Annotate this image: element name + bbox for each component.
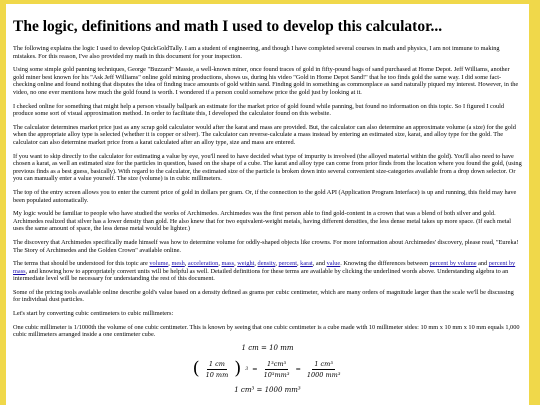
link-value[interactable]: value xyxy=(326,260,341,268)
paragraph-calculator-features: The calculator determines market price just as any scrap gold calculator would after the karat and mass are provided. But, the calculator can also determine an approximate volume (a size) for the gold when the appropriate alloy type is selected (whether it is copper or silver). The calculator can reverse-calculate a mass instead by entering an estimated size, karat, and alloy type for the gold. The calculator can also determine market price from a karat calculated after an alloy type, size and mass are entered. xyxy=(13,123,516,146)
equation-cm-to-mm: 1 cm = 10 mm xyxy=(241,343,294,352)
equation-cube-conversion: ( $\frac{1 cm}{10 mm}$ ) 3 = $\frac{\text{1³cm³}}{\text{10³mm³}}$ = $\frac{\text{1 cm³}}{\text{1000 mm³}}$ xyxy=(192,358,341,380)
link-mass[interactable]: mass xyxy=(221,260,235,268)
link-karat[interactable]: karat xyxy=(300,260,313,268)
paragraph-pricing-tools: Some of the pricing tools available online describe gold's value based on a density defined as grams per cubic centimeter, which are many orders of magnitude larger than the scale we'll be discussing for individual dust particles. xyxy=(13,288,514,304)
paragraph-cubic-millimeter: One cubic millimeter is 1/1000th the volume of one cubic centimeter. This is known by seeing that one cubic centimeter is a cube made with 10 millimeter sides: 10 mm x 10 mm x 10 mm equals 1,000 cubic millimeters arranged inside a one centimeter cube. xyxy=(13,323,520,339)
document-page xyxy=(6,4,529,405)
paragraph-background: Using some simple gold panning techniques, George "Buzzard" Massie, a well-known miner, once found traces of gold in fifty-pound bags of sand purchased at Home Depot. Jeff Williams, another gold miner best known for his "Ask Jeff Williams" online gold mining productions, shows us, during his video "Gold in Home Depot Sand!" that he too finds gold the same way. I did some fact-checking online and found nothing that disputes the idea of finding trace amounts of gold within sand. Finding gold in something as commonplace as sand naturally piqued my interest. However, in the video, no one ever mentions how much the gold found is worth. I wondered if a person could somehow price the gold just by looking at it. xyxy=(13,66,519,97)
paragraph-intro: The following explains the logic I used to develop QuickGoldTally. I am a student of engineering, and though I have completed several courses in math and physics, I am not immune to making mistakes. For this reason, I've also provided my math in this document for your inspection. xyxy=(13,45,500,60)
paragraph-archimedes-discovery: The discovery that Archimedes specifically made himself was how to determine volume for oddly-shaped objects like crowns. For more information about Archimedes' discovery, please read, "Eureka! The Story of Archimedes and the Golden Crown" available online. xyxy=(13,238,519,254)
link-density[interactable]: density xyxy=(257,260,276,268)
paragraph-archimedes: My logic would be familiar to people who have studied the works of Archimedes. Archimedes was the first person able to find gold-content in a crown that was a blend of both silver and gold. Archimedes realized that silver has a lower density than gold. He also knew that for two equivalent-weight metals, having different densities, the less dense metal takes up more space. (If each metal uses the same amount of space, the less dense metal would be lighter.) xyxy=(13,210,512,233)
link-percent-by-volume[interactable]: percent by volume xyxy=(429,260,477,268)
link-acceleration[interactable]: acceleration xyxy=(187,260,219,268)
link-mesh[interactable]: mesh xyxy=(171,260,185,268)
link-percent-by-mass[interactable]: percent by mass xyxy=(13,260,516,275)
link-weight[interactable]: weight xyxy=(237,260,255,268)
paragraph-motivation: I checked online for something that might help a person visually ballpark an estimate for the market price of gold found while panning, but found no information on this topic. So I figured I could produce some sort of visual approximation method. In order to facilitate this, I developed the calculator found on this website. xyxy=(13,102,505,118)
link-volume[interactable]: volume xyxy=(149,260,169,268)
page-title: The logic, definitions and math I used to develop this calculator... xyxy=(13,18,443,35)
equation-cubic-result: 1 cm³ = 1000 mm³ xyxy=(234,385,301,394)
paragraph-gold-price: The top of the entry screen allows you to enter the current price of gold in dollars per gram. Or, if the connection to the gold API (Application Program Interface) is up and running, this field may have been populated automatically. xyxy=(13,188,517,204)
paragraph-conversion-intro: Let's start by converting cubic centimeters to cubic millimeters: xyxy=(13,310,174,318)
link-percent[interactable]: percent xyxy=(278,260,298,268)
paragraph-terms: The terms that should be understood for this topic are volume, mesh, acceleration, mass, weight, density, percent, karat, and value. Knowing the differences between percent by volume and percent by mass, and knowing how to appropriately convert units will be helpful as well. Detailed definitions for these terms are available by clicking the underlined words above. Understanding algebra to an intermediate level will be necessary for understanding the rest of this document. xyxy=(13,260,516,283)
paragraph-skip-instructions: If you want to skip directly to the calculator for estimating a value by eye, you'll need to have decided what type of impurity is involved (the alloyed material within the gold). You'll also need to have chosen a karat, as well an estimated size for the particles in question, based on the shape of a cube. The karat and alloy type can come from prior finds from the location where you found the gold, (using previous finds as a best guess, basically). With regard to the calculator, the estimated size of the particle is broken down into several convenient size-categories available from a drop down selector. Or you can manually enter a value yourself. The size (volume) is in cubic millimeters. xyxy=(13,152,522,183)
